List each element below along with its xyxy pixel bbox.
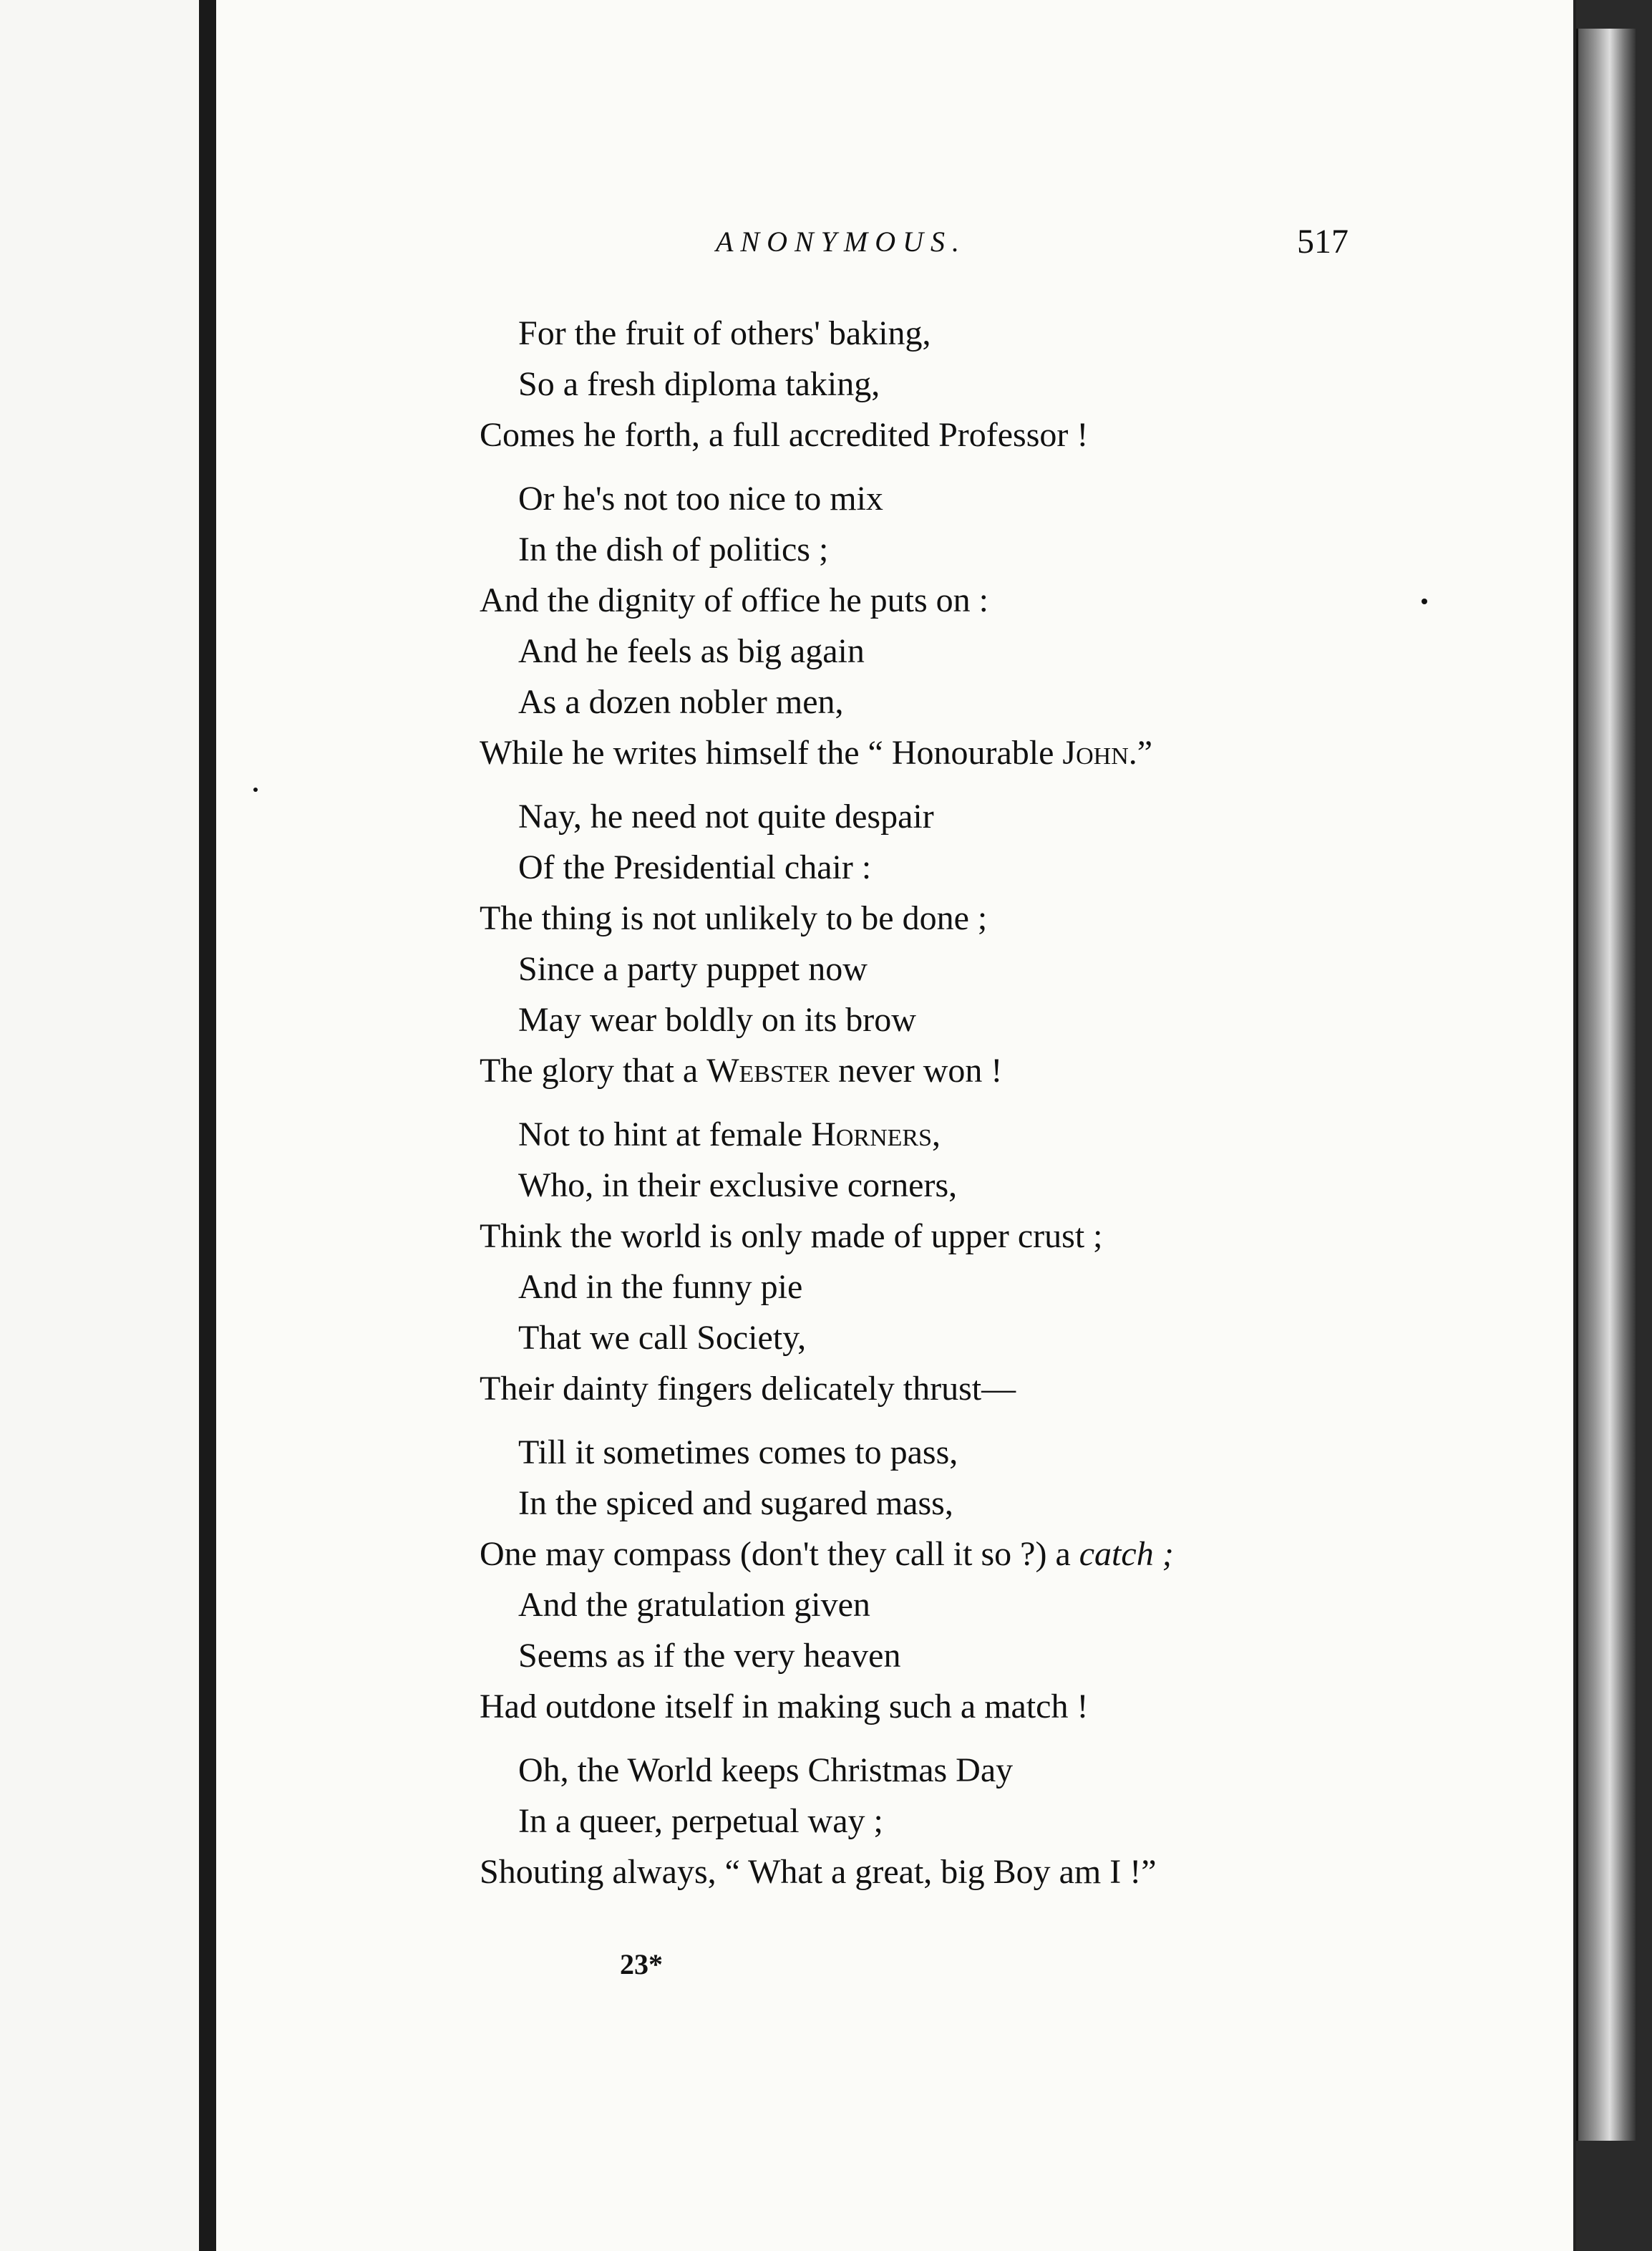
poem-line — [480, 1262, 1410, 1312]
line-text: May wear boldly on its brow — [518, 1001, 916, 1039]
line-text: The thing is not unlikely to be done ; — [480, 899, 988, 937]
line-text: In the dish of politics ; — [518, 531, 829, 568]
line-text: And in the funny pie — [518, 1268, 803, 1306]
line-text: Comes he forth, a full accredited Professor ! — [480, 416, 1089, 454]
stanza — [480, 308, 1410, 460]
page-edge — [1576, 29, 1636, 2141]
line-text: never won ! — [830, 1052, 1003, 1090]
page-number: 517 — [1297, 223, 1349, 261]
line-text: Who, in their exclusive corners, — [518, 1166, 958, 1204]
line-text: Think the world is only made of upper crust ; — [480, 1217, 1103, 1255]
poem-line — [480, 473, 1410, 524]
poem-line — [480, 1630, 1410, 1681]
stanza — [480, 473, 1410, 778]
line-text: In the spiced and sugared mass, — [518, 1484, 953, 1522]
stanza — [480, 1745, 1410, 1897]
poem-line — [480, 1478, 1410, 1529]
book-gutter — [206, 0, 216, 2251]
line-text: In a queer, perpetual way ; — [518, 1802, 883, 1840]
poem-line — [480, 410, 1410, 460]
poem-line — [480, 1579, 1410, 1630]
running-head-title: ANONYMOUS. — [716, 226, 967, 258]
poem-line — [480, 791, 1410, 842]
poem-line — [480, 842, 1410, 893]
poem-line — [480, 1045, 1410, 1096]
line-text: Till it sometimes comes to pass, — [518, 1433, 958, 1471]
line-text: That we call Society, — [518, 1319, 807, 1357]
line-text: Oh, the World keeps Christmas Day — [518, 1751, 1014, 1789]
poem-line — [480, 626, 1410, 677]
line-text: catch ; — [1079, 1535, 1174, 1573]
line-text: Or he's not too nice to mix — [518, 480, 883, 518]
line-text: .” — [1128, 734, 1153, 772]
running-head — [501, 215, 1432, 272]
stanza — [480, 1109, 1410, 1414]
poem-line — [480, 1160, 1410, 1211]
line-text: Webster — [706, 1052, 830, 1090]
line-text: One may compass (don't they call it so ?) a — [480, 1535, 1079, 1573]
poem-line — [480, 524, 1410, 575]
line-text: Seems as if the very heaven — [518, 1637, 901, 1675]
stanza — [480, 1427, 1410, 1732]
poem-line — [480, 1109, 1410, 1160]
line-text: Their dainty fingers delicately thrust— — [480, 1370, 1016, 1408]
line-text: Nay, he need not quite despair — [518, 798, 934, 836]
line-text: Since a party puppet now — [518, 950, 868, 988]
poem-line — [480, 1846, 1410, 1897]
ink-speck — [253, 788, 258, 792]
poem-line — [480, 575, 1410, 626]
poem-line — [480, 677, 1410, 727]
line-text: And the gratulation given — [518, 1586, 870, 1624]
poem-line — [480, 1363, 1410, 1414]
poem-line — [480, 994, 1410, 1045]
line-text: For the fruit of others' baking, — [518, 314, 931, 352]
poem-line — [480, 359, 1410, 410]
poem-line — [480, 1796, 1410, 1846]
line-text: So a fresh diploma taking, — [518, 365, 880, 403]
line-text: And the dignity of office he puts on : — [480, 581, 988, 619]
line-text: While he writes himself the “ Honourable — [480, 734, 1063, 772]
line-text: And he feels as big again — [518, 632, 865, 670]
poem-line — [480, 727, 1410, 778]
poem-body — [480, 308, 1410, 1910]
poem-line — [480, 944, 1410, 994]
poem-line — [480, 1681, 1410, 1732]
poem-line — [480, 1529, 1410, 1579]
poem-line — [480, 1427, 1410, 1478]
ink-speck — [1422, 599, 1427, 604]
stanza — [480, 791, 1410, 1096]
poem-line — [480, 893, 1410, 944]
line-text: Of the Presidential chair : — [518, 848, 872, 886]
poem-line — [480, 1312, 1410, 1363]
facing-page — [0, 0, 206, 2251]
line-text: Had outdone itself in making such a match ! — [480, 1688, 1089, 1725]
poem-line — [480, 308, 1410, 359]
line-text: John — [1062, 734, 1129, 772]
line-text: Not to hint at female — [518, 1115, 812, 1153]
line-text: Horners — [811, 1115, 933, 1153]
line-text: , — [932, 1115, 941, 1153]
line-text: As a dozen nobler men, — [518, 683, 844, 721]
line-text: Shouting always, “ What a great, big Boy am I !” — [480, 1853, 1157, 1891]
poem-line — [480, 1211, 1410, 1262]
line-text: The glory that a — [480, 1052, 707, 1090]
poem-line — [480, 1745, 1410, 1796]
signature-mark: 23* — [620, 1948, 663, 1980]
